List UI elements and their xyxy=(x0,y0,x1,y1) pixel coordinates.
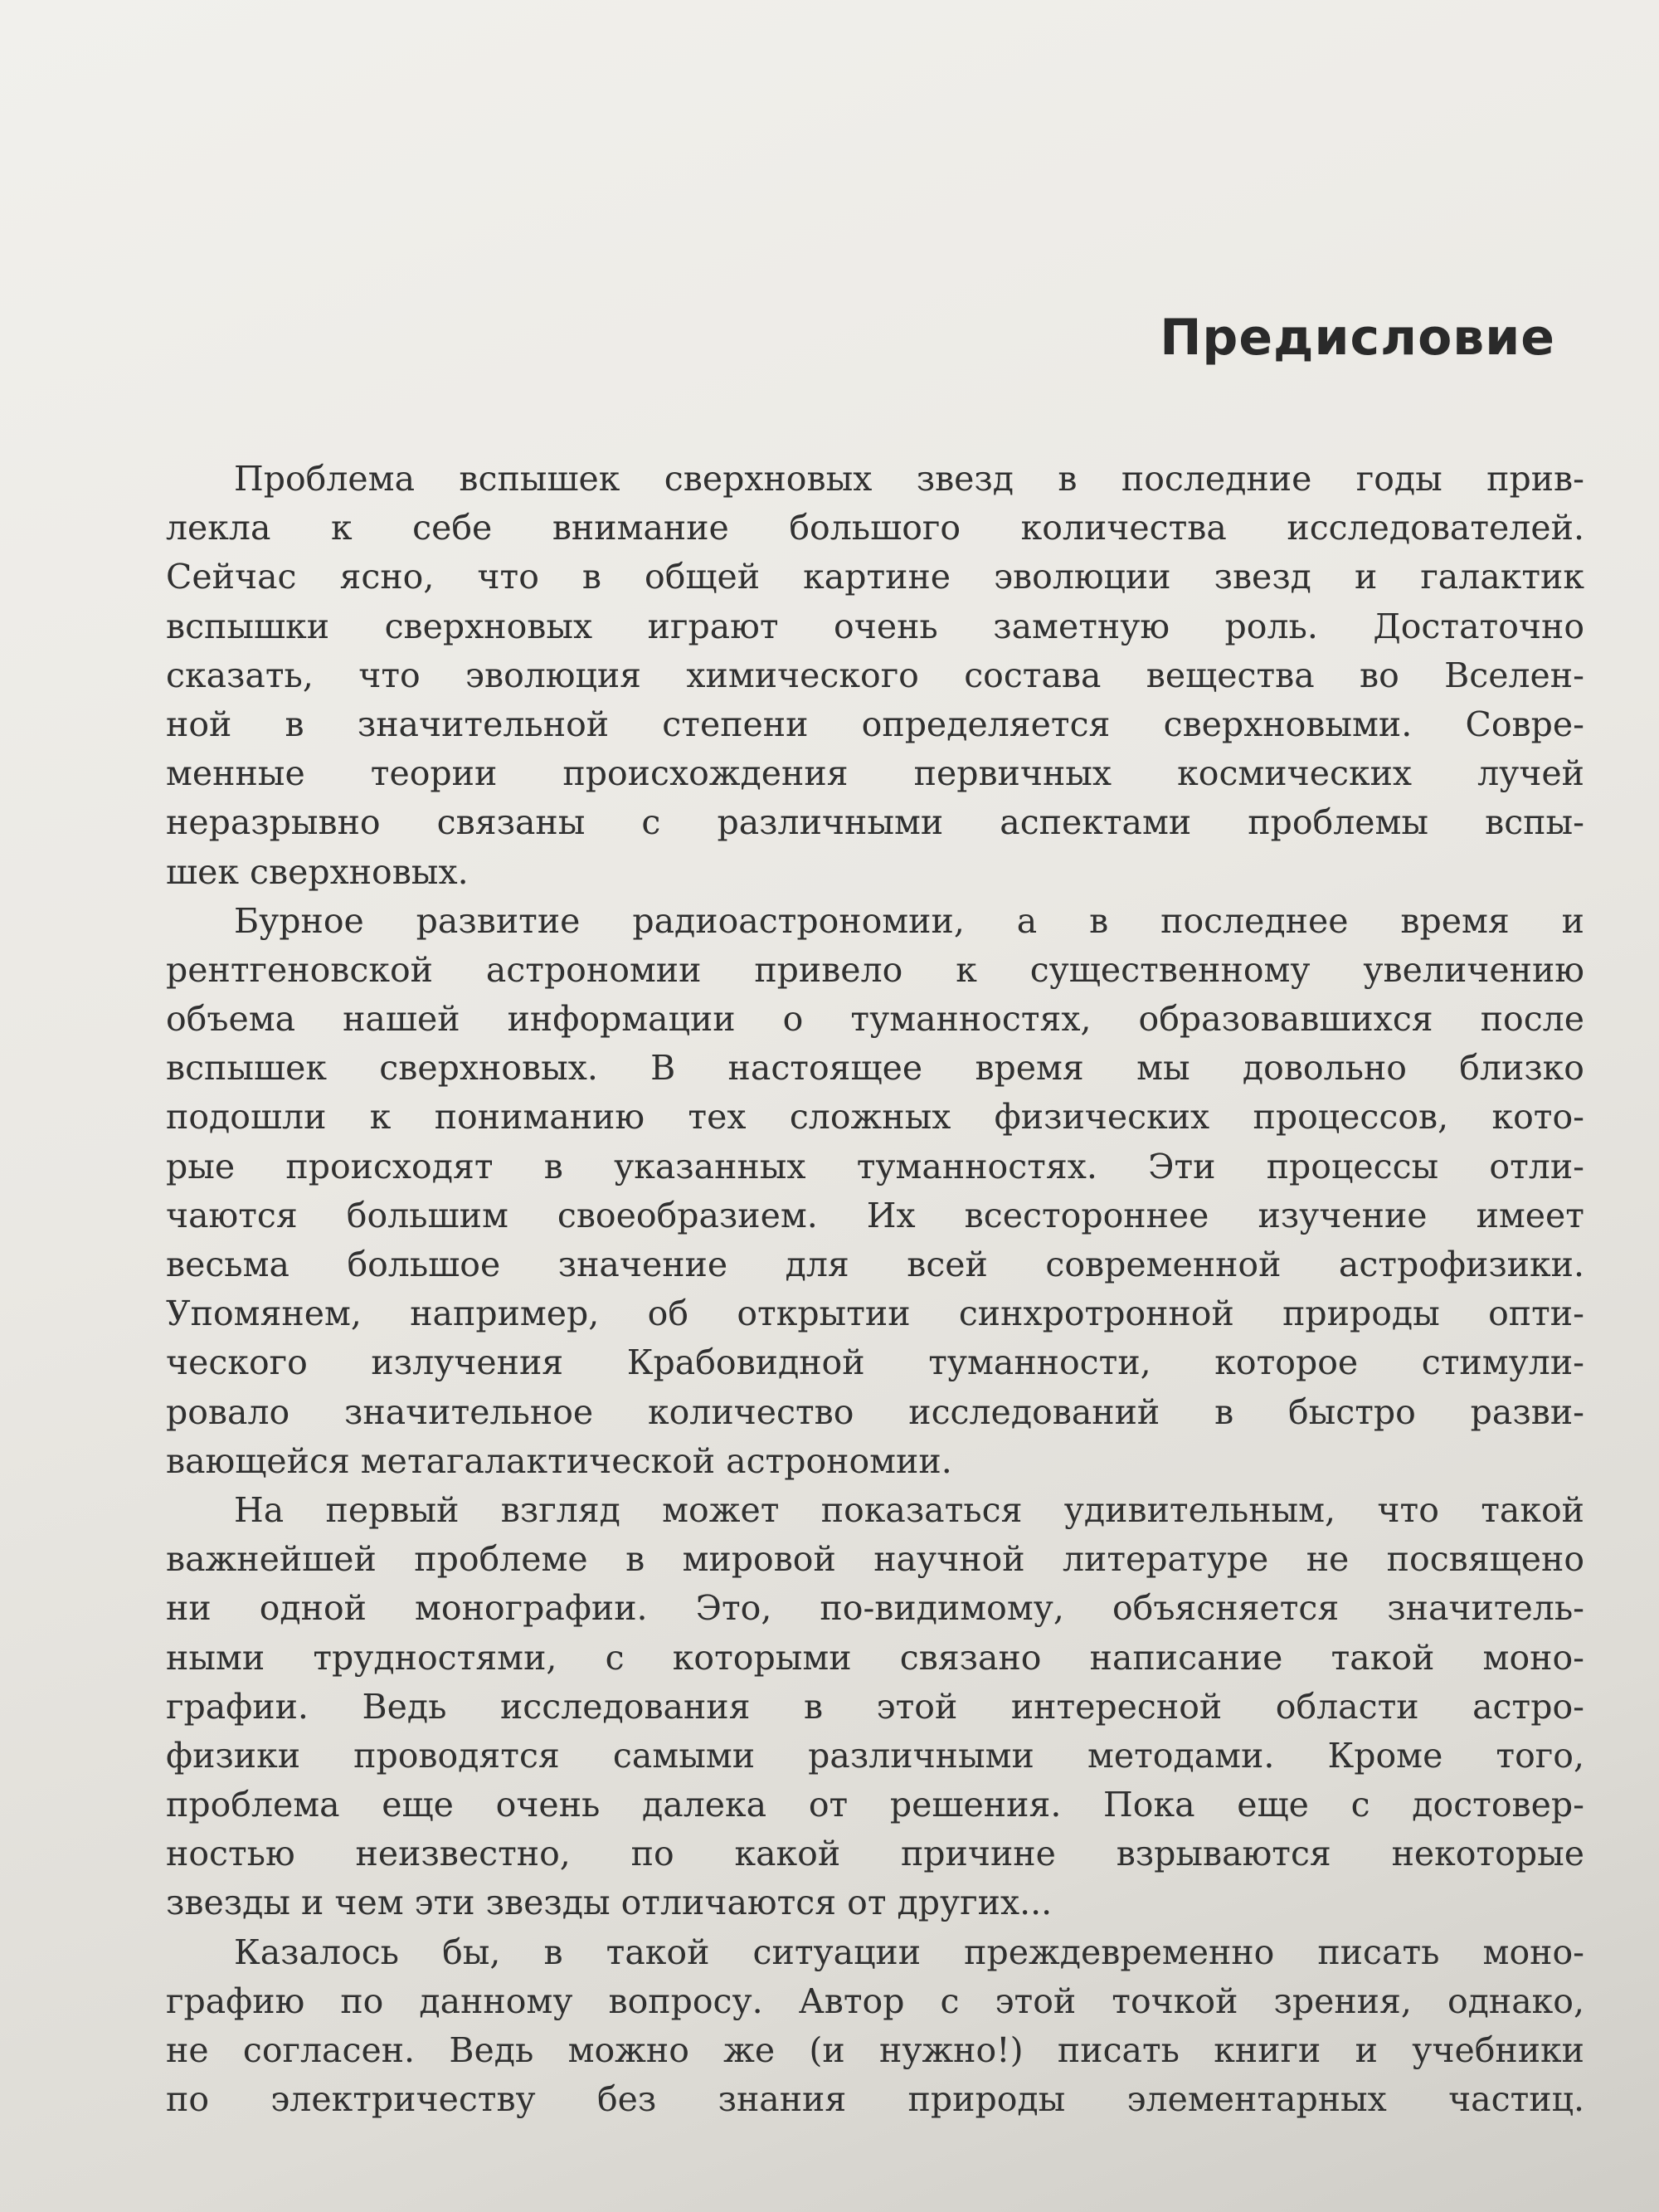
text-line-content: менные теории происхождения первичных космических лучей xyxy=(166,753,1584,794)
text-line-content: весьма большое значение для всей современной астрофизики. xyxy=(166,1245,1584,1284)
text-line xyxy=(166,455,1584,504)
text-line xyxy=(166,1830,1584,1878)
text-line-content: рые происходят в указанных туманностях. Эти процессы отли- xyxy=(166,1146,1584,1186)
text-line xyxy=(166,1191,1584,1240)
text-line xyxy=(166,946,1584,995)
text-line xyxy=(166,1878,1584,1927)
text-line-content: подошли к пониманию тех сложных физических процессов, кото- xyxy=(166,1097,1584,1138)
preface-body-text xyxy=(166,455,1584,2124)
text-line-content: ровало значительное количество исследований в быстро разви- xyxy=(166,1391,1584,1432)
text-line-content: физики проводятся самыми различными методами. Кроме того, xyxy=(166,1735,1584,1776)
text-line-content: ческого излучения Крабовидной туманности, которое стимули- xyxy=(166,1342,1584,1383)
text-line xyxy=(166,1338,1584,1387)
text-line-content: Бурное развитие радиоастрономии, а в последнее время и xyxy=(234,900,1584,941)
text-line xyxy=(166,897,1584,946)
text-line-content: Казалось бы, в такой ситуации преждевременно писать моно- xyxy=(234,1932,1584,1972)
text-line-content: не согласен. Ведь можно же (и нужно!) писать книги и учебники xyxy=(166,2030,1584,2070)
text-line-content: вспышек сверхновых. В настоящее время мы довольно близко xyxy=(166,1048,1584,1089)
text-line-content: неразрывно связаны с различными аспектами проблемы вспы- xyxy=(166,802,1584,843)
text-line xyxy=(166,1437,1584,1486)
text-line xyxy=(166,995,1584,1044)
text-line xyxy=(166,1732,1584,1781)
text-line xyxy=(166,602,1584,651)
text-line-content: по электричеству без знания природы элементарных частиц. xyxy=(166,2079,1584,2120)
text-line-content: графии. Ведь исследования в этой интересной области астро- xyxy=(166,1686,1584,1727)
text-line xyxy=(166,1240,1584,1289)
text-line xyxy=(166,1584,1584,1633)
text-line xyxy=(166,2026,1584,2075)
text-line-content: вающейся метагалактической астрономии. xyxy=(166,1440,952,1481)
text-line-content: Упомянем, например, об открытии синхротронной природы опти- xyxy=(166,1294,1584,1334)
text-line-content: объема нашей информации о туманностях, образовавшихся после xyxy=(166,999,1584,1040)
text-line-content: лекла к себе внимание большого количества исследователей. xyxy=(166,508,1584,548)
text-line xyxy=(166,1928,1584,1977)
text-line-content: важнейшей проблеме в мировой научной литературе не посвящено xyxy=(166,1539,1584,1580)
text-line-content: ностью неизвестно, по какой причине взрываются некоторые xyxy=(166,1834,1584,1874)
text-line xyxy=(166,1093,1584,1142)
page-title: Предисловие xyxy=(1160,309,1555,367)
text-line-content: На первый взгляд может показаться удивительным, что такой xyxy=(234,1489,1584,1530)
text-line xyxy=(166,1143,1584,1191)
text-line xyxy=(166,2075,1584,2124)
text-line-content: графию по данному вопросу. Автор с этой точкой зрения, однако, xyxy=(166,1981,1584,2021)
text-line xyxy=(166,848,1584,897)
text-line-content: сказать, что эволюция химического состава вещества во Вселен- xyxy=(166,655,1584,695)
text-line-content: ной в значительной степени определяется сверхновыми. Совре- xyxy=(166,704,1584,744)
text-line-content: чаются большим своеобразием. Их всестороннее изучение имеет xyxy=(166,1195,1584,1235)
text-line-content: проблема еще очень далека от решения. Пока еще с достовер- xyxy=(166,1785,1584,1825)
text-line xyxy=(166,651,1584,700)
text-line-content: ными трудностями, с которыми связано написание такой моно- xyxy=(166,1637,1584,1678)
text-line xyxy=(166,1486,1584,1535)
text-line xyxy=(166,700,1584,749)
text-line xyxy=(166,749,1584,798)
text-line xyxy=(166,504,1584,553)
text-line-content: Проблема вспышек сверхновых звезд в последние годы прив- xyxy=(234,459,1584,499)
text-line xyxy=(166,1044,1584,1093)
text-line-content: Сейчас ясно, что в общей картине эволюции звезд и галактик xyxy=(166,557,1584,597)
text-line xyxy=(166,1977,1584,2026)
text-line xyxy=(166,1289,1584,1338)
text-line xyxy=(166,1535,1584,1584)
text-line-content: ни одной монографии. Это, по-видимому, объясняется значитель- xyxy=(166,1588,1584,1629)
text-line xyxy=(166,1388,1584,1437)
text-line-content: вспышки сверхновых играют очень заметную роль. Достаточно xyxy=(166,606,1584,646)
text-line-content: шек сверхновых. xyxy=(166,851,469,892)
text-line xyxy=(166,1781,1584,1830)
text-line xyxy=(166,798,1584,847)
text-line xyxy=(166,1683,1584,1732)
text-line xyxy=(166,1634,1584,1683)
text-line-content: рентгеновской астрономии привело к существенному увеличению xyxy=(166,949,1584,990)
text-line xyxy=(166,553,1584,602)
text-line-content: звезды и чем эти звезды отличаются от других... xyxy=(166,1883,1053,1923)
